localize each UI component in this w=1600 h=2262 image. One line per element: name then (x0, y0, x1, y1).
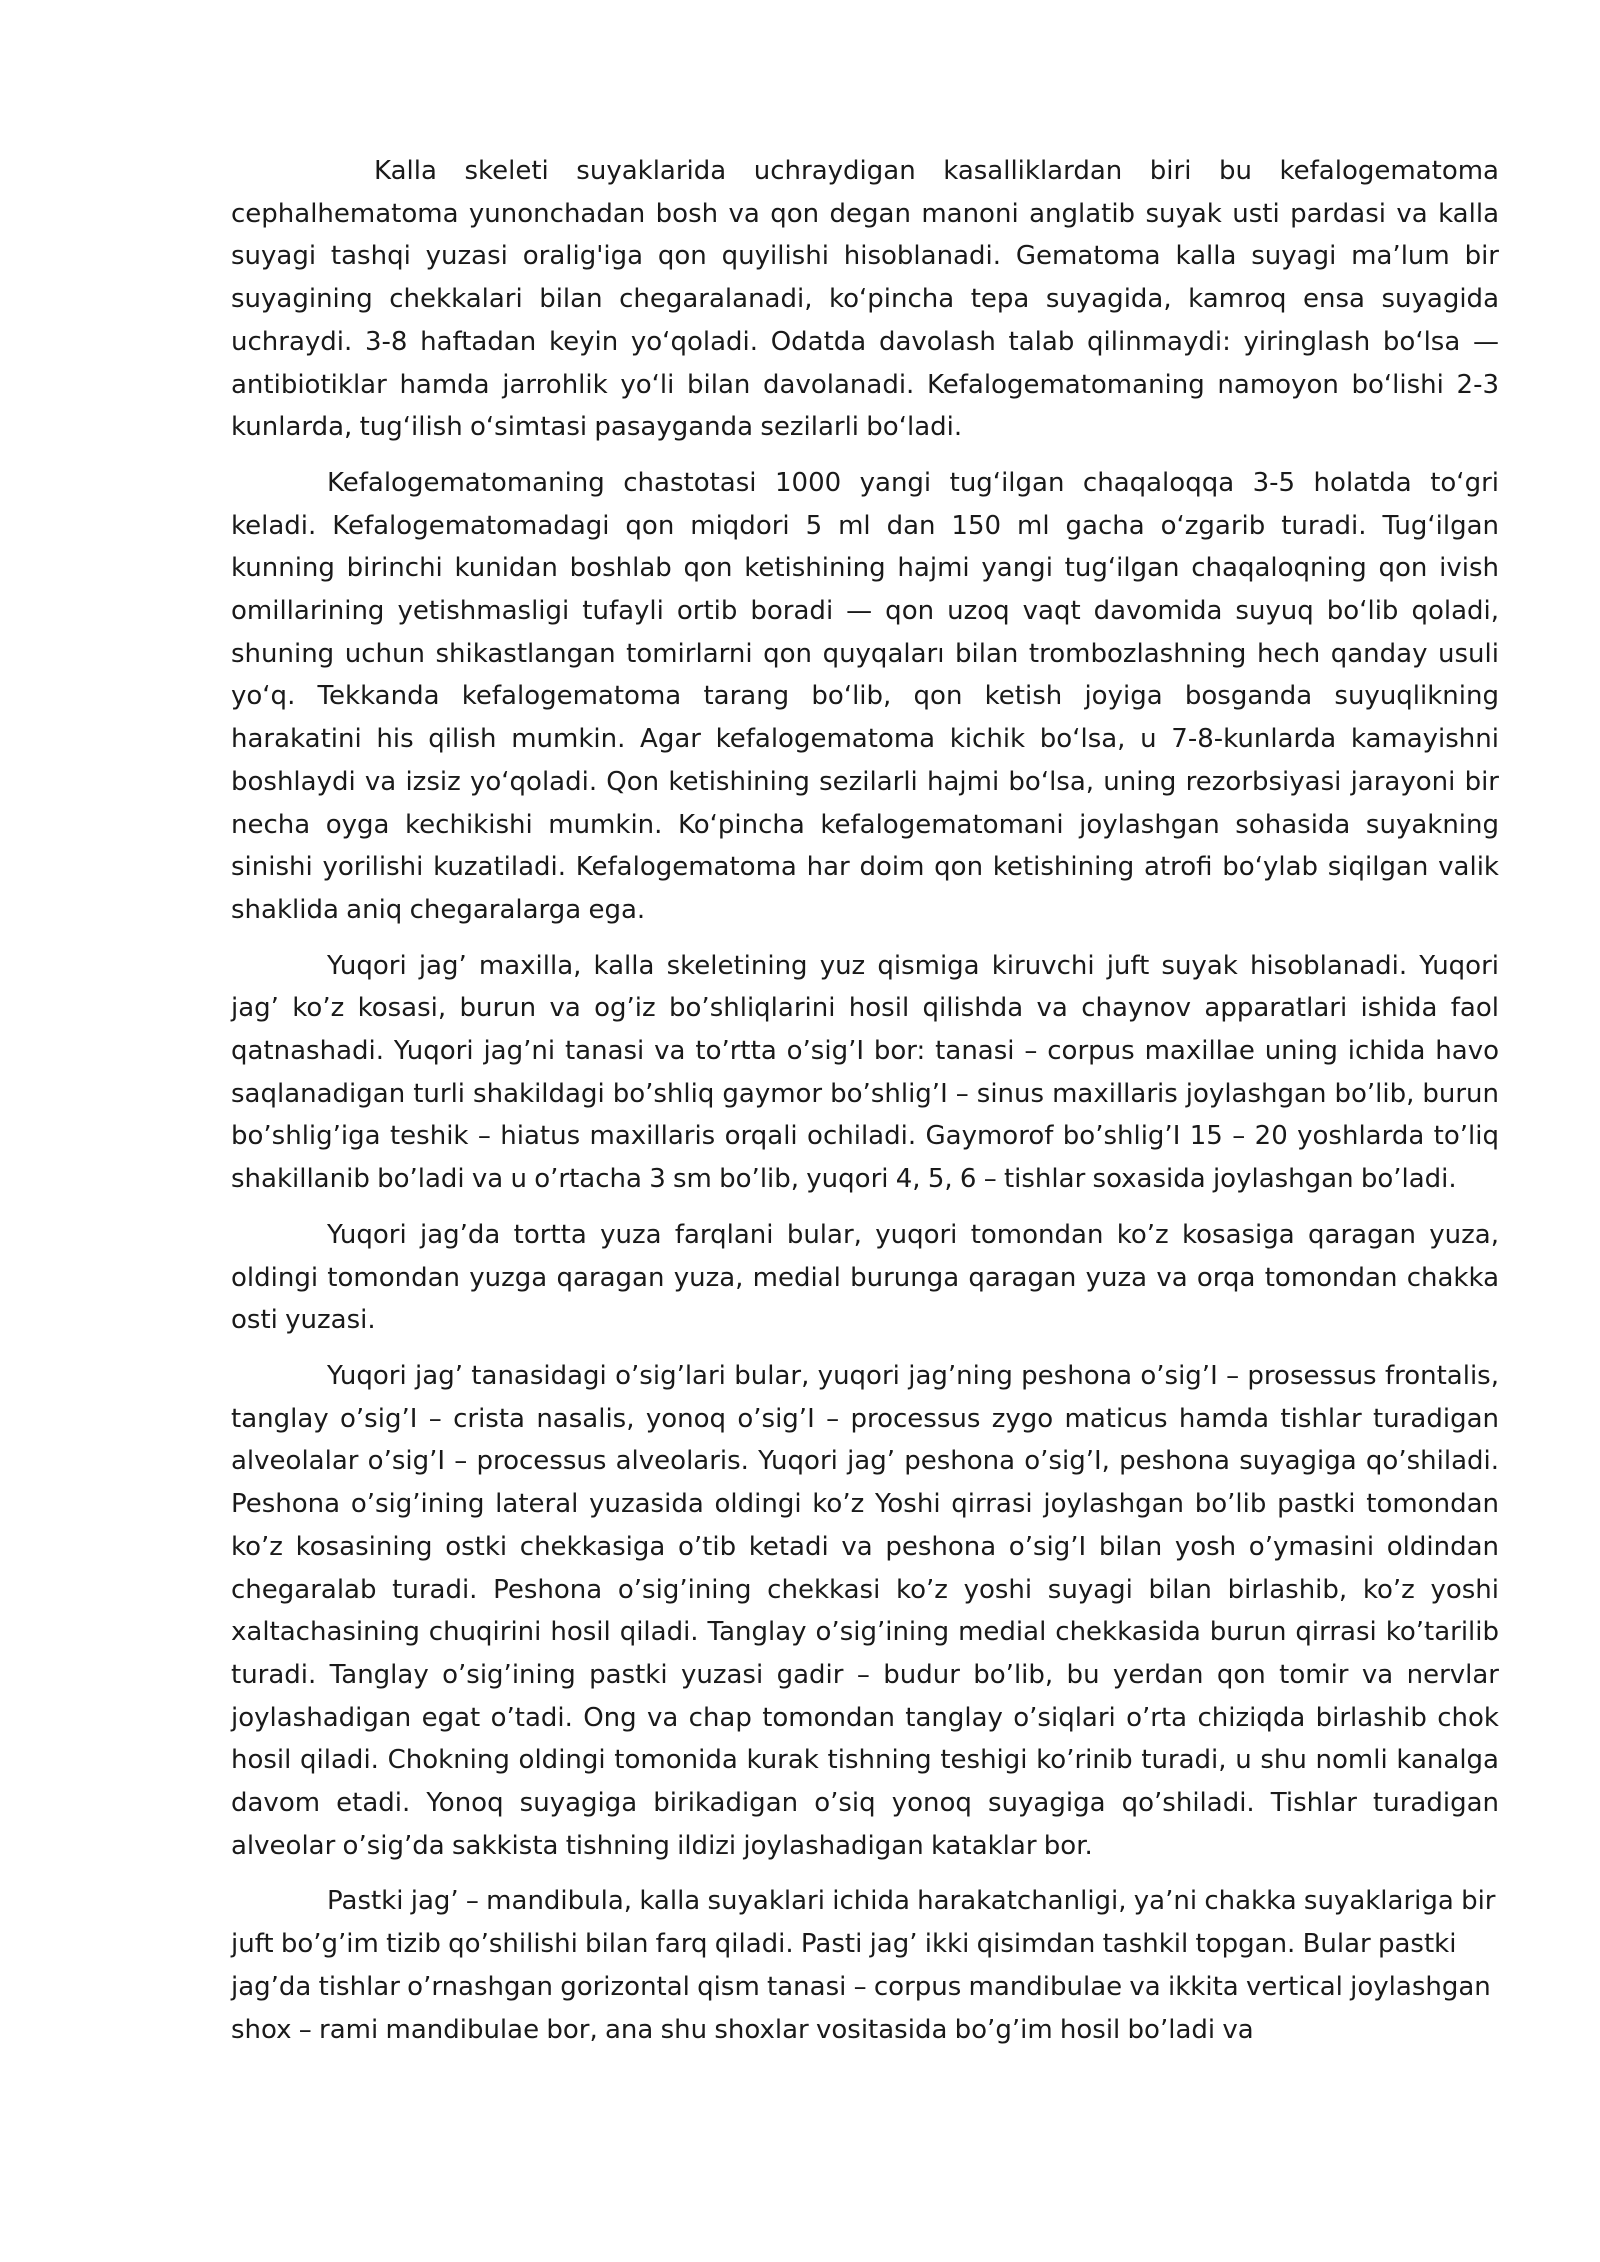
paragraph-maxilla-surfaces: Yuqori jag’da tortta yuza farqlani bular, yuqori tomondan ko’z kosasiga qaragan yuza, oldingi tomondan yuzga qaragan yuza, medial burunga qaragan yuza va orqa tomondan chakka osti yuzasi. (231, 1219, 1499, 1336)
paragraph-kefalogematoma-definition: Kalla skeleti suyaklarida uchraydigan kasalliklardan biri bu kefalogematoma cephalhematoma yunonchadan bosh va qon degan manoni anglatib suyak usti pardasi va kalla suyagi tashqi yuzasi oralig'iga qon quyilishi hisoblanadi. Gematoma kalla suyagi ma’lum bir suyagining chekkalari bilan chegaralanadi, ko‘pincha tepa suyagida, kamroq ensa suyagida uchraydi. 3-8 haftadan keyin yo‘qoladi. Odatda davolash talab qilinmaydi: yiringlash bo‘lsa — antibiotiklar hamda jarrohlik yo‘li bilan davolanadi. Kefalogematomaning namoyon bo‘lishi 2-3 kunlarda, tug‘ilish o‘simtasi pasayganda sezilarli bo‘ladi. (231, 156, 1499, 443)
paragraph-kefalogematoma-frequency: Kefalogematomaning chastotasi 1000 yangi tug‘ilgan chaqaloqqa 3-5 holatda to‘gri keladi. Kefalogematomadagi qon miqdori 5 ml dan 150 ml gacha o‘zgarib turadi. Tug‘ilgan kunning birinchi kunidan boshlab qon ketishining hajmi yangi tug‘ilgan chaqaloqning qon ivish omillarining yetishmasligi tufayli ortib boradi — qon uzoq vaqt davomida suyuq bo‘lib qoladi, shuning uchun shikastlangan tomirlarni qon quyqaları bilan trombozlashning hech qanday usuli yo‘q. Tekkanda kefalogematoma tarang bo‘lib, qon ketish joyiga bosganda suyuqlikning harakatini his qilish mumkin. Agar kefalogematoma kichik bo‘lsa, u 7-8-kunlarda kamayishni boshlaydi va izsiz yo‘qoladi. Qon ketishining sezilarli hajmi bo‘lsa, uning rezorbsiyasi jarayoni bir necha oyga kechikishi mumkin. Ko‘pincha kefalogematomani joylashgan sohasida suyakning sinishi yorilishi kuzatiladi. Kefalogematoma har doim qon ketishining atrofi bo‘ylab siqilgan valik shaklida aniq chegaralarga ega. (231, 467, 1499, 925)
document-body (231, 150, 1499, 2051)
paragraph-mandibula: Pastki jag’ – mandibula, kalla suyaklari ichida harakatchanligi, ya’ni chakka suyaklariga bir juft bo’g’im tizib qo’shilishi bilan farq qiladi. Pasti jag’ ikki qisimdan tashkil topgan. Bular pastki jag’da tishlar o’rnashgan gorizontal qism tanasi – corpus mandibulae va ikkita vertical joylashgan shox – rami mandibulae bor, ana shu shoxlar vositasida bo’g’im hosil bo’ladi va (231, 1886, 1496, 2045)
paragraph-maxilla-processes: Yuqori jag’ tanasidagi o’sig’lari bular, yuqori jag’ning peshona o’sig’I – prosessus frontalis, tanglay o’sig’I – crista nasalis, yonoq o’sig’I – processus zygo maticus hamda tishlar turadigan alveolalar o’sig’I – processus alveolaris. Yuqori jag’ peshona o’sig’I, peshona suyagiga qo’shiladi. Peshona o’sig’ining lateral yuzasida oldingi ko’z Yoshi qirrasi joylashgan bo’lib pastki tomondan ko’z kosasining ostki chekkasiga o’tib ketadi va peshona o’sig’I bilan yosh o’ymasini oldindan chegaralab turadi. Peshona o’sig’ining chekkasi ko’z yoshi suyagi bilan birlashib, ko’z yoshi xaltachasining chuqirini hosil qiladi. Tanglay o’sig’ining medial chekkasida burun qirrasi ko’tarilib turadi. Tanglay o’sig’ining pastki yuzasi gadir – budur bo’lib, bu yerdan qon tomir va nervlar joylashadigan egat o’tadi. Ong va chap tomondan tanglay o’siqlari o’rta chiziqda birlashib chok hosil qiladi. Chokning oldingi tomonida kurak tishning teshigi ko’rinib turadi, u shu nomli kanalga davom etadi. Yonoq suyagiga birikadigan o’siq yonoq suyagiga qo’shiladi. Tishlar turadigan alveolar o’sig’da sakkista tishning ildizi joylashadigan kataklar bor. (231, 1360, 1499, 1861)
paragraph-maxilla: Yuqori jag’ maxilla, kalla skeletining yuz qismiga kiruvchi juft suyak hisoblanadi. Yuqori jag’ ko’z kosasi, burun va og’iz bo’shliqlarini hosil qilishda va chaynov apparatlari ishida faol qatnashadi. Yuqori jag’ni tanasi va to’rtta o’sig’I bor: tanasi – corpus maxillae uning ichida havo saqlanadigan turli shakildagi bo’shliq gaymor bo’shlig’I – sinus maxillaris joylashgan bo’lib, burun bo’shlig’iga teshik – hiatus maxillaris orqali ochiladi. Gaymorof bo’shlig’I 15 – 20 yoshlarda to’liq shakillanib bo’ladi va u o’rtacha 3 sm bo’lib, yuqori 4, 5, 6 – tishlar soxasida joylashgan bo’ladi. (231, 950, 1499, 1195)
